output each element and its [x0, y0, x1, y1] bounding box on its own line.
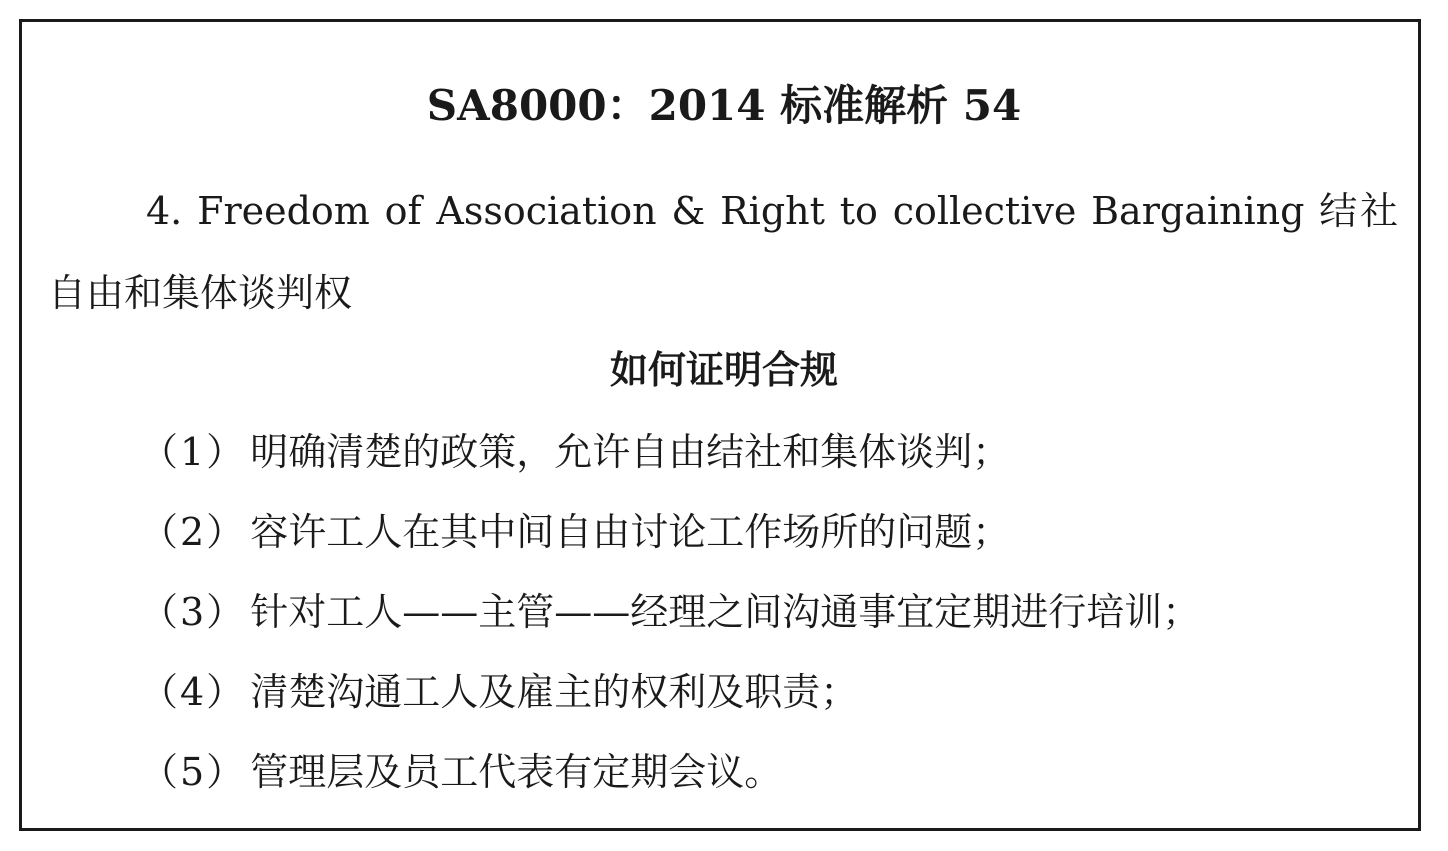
- item-number: （3）: [140, 590, 247, 634]
- compliance-list: [140, 420, 1400, 820]
- item-text: 针对工人——主管——经理之间沟通事宜定期进行培训；: [250, 590, 1201, 634]
- item-text: 管理层及员工代表有定期会议。: [250, 750, 783, 794]
- item-number: （2）: [140, 510, 247, 554]
- item-text: 明确清楚的政策，允许自由结社和集体谈判；: [250, 430, 1011, 474]
- list-item: [140, 580, 1400, 660]
- item-number: （5）: [140, 750, 247, 794]
- list-item: [140, 660, 1400, 740]
- list-item: [140, 740, 1400, 820]
- item-number: （4）: [140, 670, 247, 714]
- list-item: [140, 500, 1400, 580]
- item-text: 容许工人在其中间自由讨论工作场所的问题；: [250, 510, 1011, 554]
- list-item: [140, 420, 1400, 500]
- section-subtitle: 如何证明合规: [609, 348, 838, 392]
- document-title: SA8000：2014 标准解析 54: [426, 81, 1022, 130]
- item-text: 清楚沟通工人及雇主的权利及职责；: [250, 670, 859, 714]
- intro-paragraph: 4. Freedom of Association & Right to collective Bargaining 结社自由和集体谈判权: [48, 189, 1398, 315]
- item-number: （1）: [140, 430, 247, 474]
